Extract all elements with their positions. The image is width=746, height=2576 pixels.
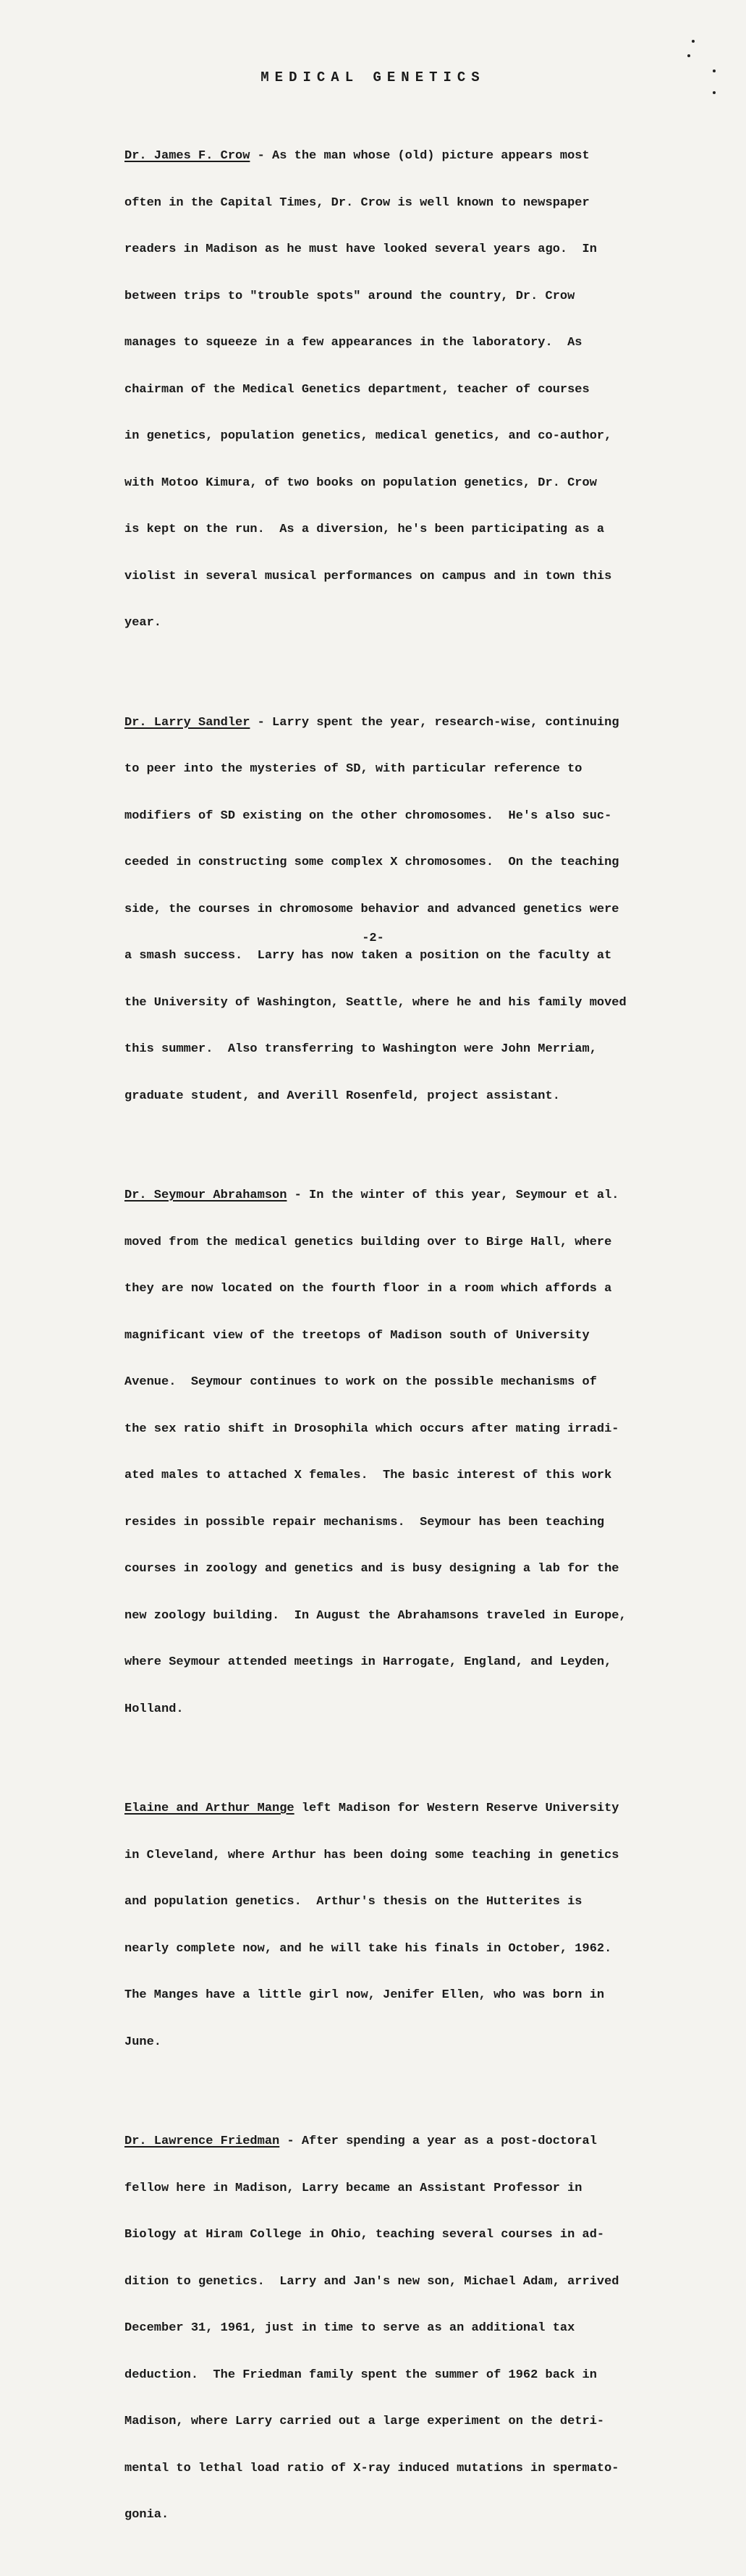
text-line: deduction. The Friedman family spent the summer of 1962 back in <box>124 2368 597 2382</box>
text-line: modifiers of SD existing on the other chromosomes. He's also suc- <box>124 808 612 823</box>
text-line: Biology at Hiram College in Ohio, teaching several courses in ad- <box>124 2228 605 2242</box>
text-line: graduate student, and Averill Rosenfeld, project assistant. <box>124 1089 560 1103</box>
text-line: moved from the medical genetics building over to Birge Hall, where <box>124 1235 612 1249</box>
text-line: in genetics, population genetics, medical genetics, and co-author, <box>124 429 612 443</box>
text-line: resides in possible repair mechanisms. Seymour has been teaching <box>124 1515 605 1529</box>
text-line: Dr. James F. Crow - As the man whose (old) picture appears most <box>124 149 590 163</box>
text-line: year. <box>124 616 162 630</box>
text-line: ated males to attached X females. The basic interest of this work <box>124 1469 612 1482</box>
text-line: they are now located on the fourth floor in a room which affords a <box>124 1282 612 1296</box>
text-line: new zoology building. In August the Abrahamsons traveled in Europe, <box>124 1608 627 1623</box>
text-line: magnificant view of the treetops of Madison south of University <box>124 1328 590 1343</box>
scan-speck <box>713 91 716 94</box>
text-line: ceeded in constructing some complex X chromosomes. On the teaching <box>124 856 619 869</box>
text-line: this summer. Also transferring to Washington were John Merriam, <box>124 1042 597 1056</box>
text-line: Dr. Seymour Abrahamson - In the winter of this year, Seymour et al. <box>124 1188 619 1202</box>
text-line: between trips to "trouble spots" around the country, Dr. Crow <box>124 289 575 303</box>
text-line: often in the Capital Times, Dr. Crow is well known to newspaper <box>124 195 590 210</box>
document-body <box>124 117 645 2576</box>
text-line: in Cleveland, where Arthur has been doing some teaching in genetics <box>124 1848 619 1862</box>
text-line: gonia. <box>124 2508 169 2522</box>
text-line: is kept on the run. As a diversion, he's been participating as a <box>124 523 605 536</box>
scan-speck <box>687 54 690 57</box>
underlined-name: Dr. James F. Crow <box>124 149 250 163</box>
underlined-name: Dr. Lawrence Friedman <box>124 2134 280 2148</box>
text-line: dition to genetics. Larry and Jan's new son, Michael Adam, arrived <box>124 2274 619 2289</box>
text-line: readers in Madison as he must have looked several years ago. In <box>124 242 597 256</box>
page-title: MEDICAL GENETICS <box>260 69 486 85</box>
text-line: chairman of the Medical Genetics department, teacher of courses <box>124 382 590 397</box>
page-number: -2- <box>362 932 384 945</box>
text-line: the University of Washington, Seattle, where he and his family moved <box>124 995 627 1010</box>
text-line: Avenue. Seymour continues to work on the possible mechanisms of <box>124 1375 597 1389</box>
text-line: nearly complete now, and he will take his finals in October, 1962. <box>124 1941 612 1956</box>
text-line: to peer into the mysteries of SD, with particular reference to <box>124 762 582 776</box>
text-line: December 31, 1961, just in time to serve as an additional tax <box>124 2321 575 2335</box>
text-line: where Seymour attended meetings in Harrogate, England, and Leyden, <box>124 1655 612 1669</box>
text-line: mental to lethal load ratio of X-ray induced mutations in spermato- <box>124 2461 619 2475</box>
text-line: The Manges have a little girl now, Jenifer Ellen, who was born in <box>124 1988 605 2002</box>
text-line: Dr. Lawrence Friedman - After spending a year as a post-doctoral <box>124 2134 597 2148</box>
text-line: June. <box>124 2035 162 2049</box>
text-line: fellow here in Madison, Larry became an Assistant Professor in <box>124 2181 582 2195</box>
text-line: side, the courses in chromosome behavior and advanced genetics were <box>124 902 619 916</box>
paragraph-friedman <box>124 2103 645 2554</box>
underlined-name: Dr. Seymour Abrahamson <box>124 1188 287 1202</box>
text-line: Dr. Larry Sandler - Larry spent the year, research-wise, continuing <box>124 715 619 730</box>
paragraph-mange <box>124 1770 645 2081</box>
text-line: the sex ratio shift in Drosophila which occurs after mating irradi- <box>124 1422 619 1436</box>
text-line: a smash success. Larry has now taken a position on the faculty at <box>124 949 612 963</box>
scan-speck <box>692 40 695 43</box>
paragraph-abrahamson <box>124 1157 645 1748</box>
paragraph-crow <box>124 117 645 662</box>
paragraph-sandler <box>124 684 645 1136</box>
text-line: with Motoo Kimura, of two books on population genetics, Dr. Crow <box>124 476 597 490</box>
text-line: manages to squeeze in a few appearances in the laboratory. As <box>124 336 582 350</box>
text-line: Elaine and Arthur Mange left Madison for Western Reserve University <box>124 1802 619 1815</box>
text-line: violist in several musical performances on campus and in town this <box>124 569 612 583</box>
text-line: Madison, where Larry carried out a large experiment on the detri- <box>124 2415 605 2428</box>
underlined-name: Elaine and Arthur Mange <box>124 1802 294 1815</box>
text-line: and population genetics. Arthur's thesis on the Hutterites is <box>124 1895 582 1909</box>
underlined-name: Dr. Larry Sandler <box>124 715 250 730</box>
text-line: Holland. <box>124 1702 184 1716</box>
text-line: courses in zoology and genetics and is busy designing a lab for the <box>124 1562 619 1576</box>
